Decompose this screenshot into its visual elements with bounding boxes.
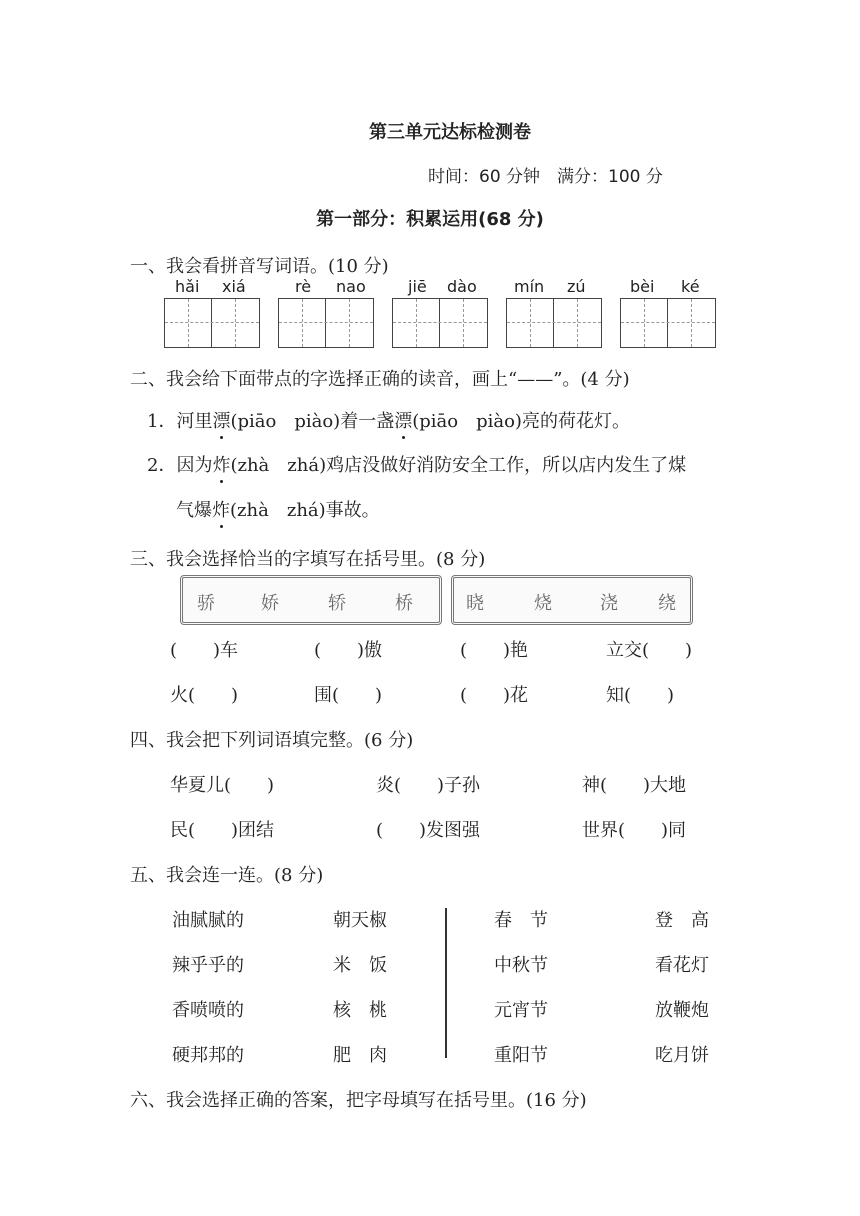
section-2-heading: 二、我会给下面带点的字选择正确的读音，画上“——”。(4 分)	[130, 369, 630, 390]
pinyin: ké	[681, 277, 700, 296]
exam-meta: 时间：60 分钟 满分：100 分	[428, 167, 663, 187]
fill-blank[interactable]: 围( )	[314, 685, 383, 706]
match-item[interactable]: 香喷喷的	[172, 1000, 244, 1021]
char-choice-box: 骄 娇 轿 桥	[180, 575, 442, 625]
dotted-char: 炸	[212, 496, 230, 522]
section-1-heading: 一、我会看拼音写词语。(10 分)	[130, 256, 389, 277]
match-item[interactable]: 硬邦邦的	[172, 1045, 244, 1066]
dotted-char: 漂	[212, 407, 230, 433]
match-item[interactable]: 辣乎乎的	[172, 955, 244, 976]
question-2-2-cont: 气爆炸(zhà zhá)事故。	[176, 496, 380, 522]
fill-blank[interactable]: 世界( )同	[582, 820, 687, 841]
match-item[interactable]: 吃月饼	[655, 1045, 709, 1066]
match-item[interactable]: 核 桃	[333, 1000, 387, 1021]
section-3-heading: 三、我会选择恰当的字填写在括号里。(8 分)	[130, 549, 486, 570]
pinyin: nao	[336, 277, 366, 296]
writing-grid[interactable]	[620, 298, 716, 348]
match-item[interactable]: 朝天椒	[333, 910, 387, 931]
match-item[interactable]: 看花灯	[655, 955, 709, 976]
pinyin: zú	[567, 277, 586, 296]
fill-blank[interactable]: 火( )	[170, 685, 239, 706]
match-item[interactable]: 春 节	[494, 910, 548, 931]
fill-blank[interactable]: ( )艳	[460, 640, 529, 661]
section-6-heading: 六、我会选择正确的答案，把字母填写在括号里。(16 分)	[130, 1090, 587, 1111]
pinyin: hǎi	[175, 277, 200, 296]
match-item[interactable]: 油腻腻的	[172, 910, 244, 931]
char-choice-box: 晓 烧 浇 绕	[451, 575, 693, 625]
match-item[interactable]: 元宵节	[494, 1000, 548, 1021]
column-divider	[445, 908, 447, 1058]
part-heading: 第一部分：积累运用(68 分)	[316, 209, 544, 230]
section-5-heading: 五、我会连一连。(8 分)	[130, 865, 324, 886]
question-2-2: 2．因为炸(zhà zhá)鸡店没做好消防安全工作，所以店内发生了煤	[147, 451, 686, 477]
dotted-char: 漂	[394, 407, 412, 433]
fill-blank[interactable]: 民( )团结	[170, 820, 275, 841]
section-4-heading: 四、我会把下列词语填完整。(6 分)	[130, 730, 414, 751]
pinyin: bèi	[630, 277, 655, 296]
match-item[interactable]: 放鞭炮	[655, 1000, 709, 1021]
writing-grid[interactable]	[278, 298, 374, 348]
fill-blank[interactable]: ( )傲	[314, 640, 383, 661]
fill-blank[interactable]: 炎( )子孙	[376, 775, 481, 796]
fill-blank[interactable]: ( )车	[170, 640, 239, 661]
dotted-char: 炸	[212, 451, 230, 477]
writing-grid[interactable]	[164, 298, 260, 348]
fill-blank[interactable]: 华夏儿( )	[170, 775, 275, 796]
match-item[interactable]: 登 高	[655, 910, 709, 931]
pinyin: xiá	[222, 277, 246, 296]
fill-blank[interactable]: 立交( )	[606, 640, 693, 661]
pinyin: rè	[295, 277, 312, 296]
pinyin: mín	[514, 277, 545, 296]
page-title: 第三单元达标检测卷	[369, 122, 531, 143]
match-item[interactable]: 米 饭	[333, 955, 387, 976]
match-item[interactable]: 中秋节	[494, 955, 548, 976]
pinyin: dào	[447, 277, 477, 296]
question-2-1: 1．河里漂(piāo piào)着一盏漂(piāo piào)亮的荷花灯。	[147, 407, 630, 433]
writing-grid[interactable]	[392, 298, 488, 348]
fill-blank[interactable]: 知( )	[606, 685, 675, 706]
match-item[interactable]: 重阳节	[494, 1045, 548, 1066]
fill-blank[interactable]: ( )发图强	[376, 820, 481, 841]
writing-grid[interactable]	[506, 298, 602, 348]
match-item[interactable]: 肥 肉	[333, 1045, 387, 1066]
pinyin: jiē	[408, 277, 427, 296]
fill-blank[interactable]: 神( )大地	[582, 775, 687, 796]
fill-blank[interactable]: ( )花	[460, 685, 529, 706]
